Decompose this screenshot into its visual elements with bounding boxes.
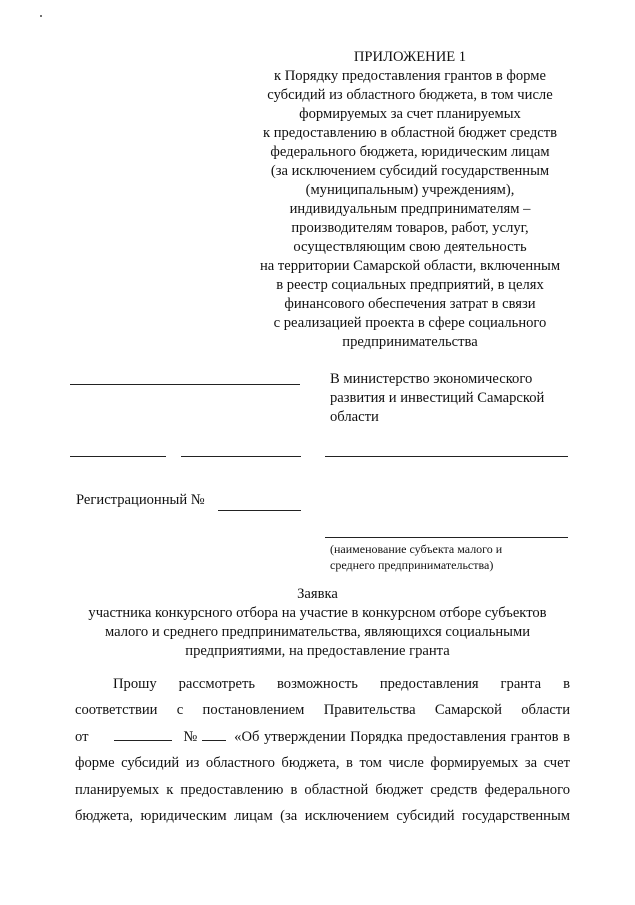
application-subtitle-line: предприятиями, на предоставление гранта bbox=[185, 643, 450, 659]
body-line: Прошу рассмотреть возможность предоставления гранта в bbox=[113, 676, 570, 692]
appendix-line: индивидуальным предпринимателям – bbox=[289, 201, 531, 217]
scan-speck bbox=[40, 15, 42, 17]
registration-number-blank bbox=[218, 510, 301, 511]
decree-title: «Об утверждении Порядка предоставления грантов в bbox=[234, 728, 570, 745]
application-body bbox=[75, 671, 570, 829]
appendix-line: (муниципальным) учреждениям), bbox=[305, 182, 515, 198]
from-label: от bbox=[75, 728, 89, 745]
body-line-date bbox=[75, 724, 570, 750]
addressee-block bbox=[330, 370, 580, 427]
form-blank-line bbox=[181, 456, 301, 457]
addressee-line: В министерство экономического bbox=[330, 371, 533, 387]
appendix-block bbox=[230, 48, 590, 352]
application-subtitle-line: участника конкурсного отбора на участие в конкурсном отборе субъектов bbox=[88, 605, 547, 621]
application-title: Заявка bbox=[297, 586, 338, 602]
appendix-line: федерального бюджета, юридическим лицам bbox=[270, 144, 550, 160]
body-line: планируемых к предоставлению в областной бюджет средств федерального bbox=[75, 781, 570, 798]
subject-name-blank bbox=[325, 537, 568, 538]
body-line: форме субсидий из областного бюджета, в том числе формируемых за счет bbox=[75, 755, 570, 772]
appendix-line: финансового обеспечения затрат в связи bbox=[284, 296, 536, 312]
form-blank-line bbox=[70, 456, 166, 457]
appendix-line: в реестр социальных предприятий, в целях bbox=[276, 277, 544, 293]
appendix-line: формируемых за счет планируемых bbox=[299, 106, 521, 122]
appendix-line: к Порядку предоставления грантов в форме bbox=[274, 68, 546, 84]
subject-caption-line: среднего предпринимательства) bbox=[330, 558, 494, 572]
subject-caption bbox=[330, 541, 502, 573]
application-title-block bbox=[0, 585, 635, 661]
number-sign: № bbox=[182, 728, 199, 745]
body-line: бюджета, юридическим лицам (за исключением субсидий государственным bbox=[75, 808, 570, 825]
appendix-line: на территории Самарской области, включенным bbox=[259, 258, 561, 274]
body-line: соответствии с постановлением Правительства Самарской области bbox=[75, 702, 570, 719]
appendix-line: осуществляющим свою деятельность bbox=[293, 239, 527, 255]
appendix-line: субсидий из областного бюджета, в том числе bbox=[267, 87, 553, 103]
appendix-line: (за исключением субсидий государственным bbox=[270, 163, 550, 179]
addressee-line: области bbox=[330, 409, 379, 425]
appendix-line: предпринимательства bbox=[342, 334, 478, 350]
registration-label: Регистрационный № bbox=[76, 492, 205, 508]
date-blank bbox=[114, 728, 172, 741]
appendix-line: производителям товаров, работ, услуг, bbox=[291, 220, 529, 236]
form-blank-line bbox=[325, 456, 568, 457]
subject-caption-line: (наименование субъекта малого и bbox=[330, 542, 503, 556]
application-subtitle-line: малого и среднего предпринимательства, являющихся социальными bbox=[104, 624, 531, 640]
addressee-line: развития и инвестиций Самарской bbox=[330, 390, 545, 406]
appendix-line: с реализацией проекта в сфере социального bbox=[273, 315, 547, 331]
appendix-line: к предоставлению в областной бюджет средств bbox=[262, 125, 558, 141]
number-blank bbox=[202, 728, 226, 741]
form-blank-line bbox=[70, 384, 300, 385]
appendix-heading: ПРИЛОЖЕНИЕ 1 bbox=[353, 49, 467, 65]
